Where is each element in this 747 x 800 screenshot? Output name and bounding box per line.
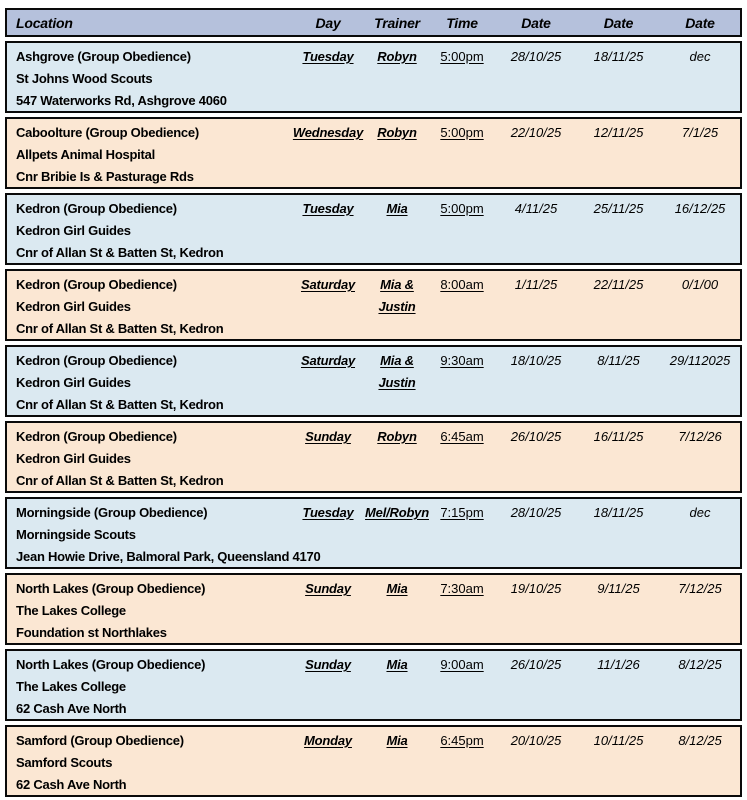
- header-day: Day: [315, 14, 341, 31]
- trainer-value: Mel/Robyn: [365, 505, 429, 520]
- location-venue: Samford Scouts: [16, 755, 113, 770]
- day-value: Saturday: [300, 277, 356, 292]
- time-cell: [429, 727, 495, 752]
- date-cell-1: 22/10/25: [510, 125, 562, 140]
- header-date-2: Date: [603, 14, 634, 31]
- time-value: 5:00pm: [440, 125, 484, 140]
- time-value: 9:30am: [440, 353, 484, 368]
- trainer-cell: [365, 119, 429, 144]
- time-cell: [429, 271, 495, 296]
- date-cell-2: 9/11/25: [597, 581, 640, 596]
- trainer-value: Mia: [386, 581, 408, 596]
- time-cell: [429, 575, 495, 600]
- time-value: 9:00am: [440, 657, 484, 672]
- time-cell: [429, 43, 495, 68]
- date-cell-1: 18/10/25: [510, 353, 562, 368]
- date-cell-3: 7/1/25: [681, 125, 719, 140]
- date-cell-3: dec: [689, 505, 711, 520]
- schedule-row: [5, 573, 742, 645]
- date-cell-2: 18/11/25: [593, 49, 644, 64]
- location-address: Jean Howie Drive, Balmoral Park, Queensland 4170: [16, 549, 321, 564]
- location-address: 62 Cash Ave North: [16, 777, 127, 792]
- location-venue: Kedron Girl Guides: [16, 451, 131, 466]
- trainer-value: Mia: [386, 733, 408, 748]
- location-title: North Lakes (Group Obedience): [16, 581, 206, 596]
- date-cell-1: 19/10/25: [510, 581, 562, 596]
- date-cell-2: 12/11/25: [593, 125, 644, 140]
- day-cell: [291, 195, 365, 220]
- date-cell-1: 1/11/25: [514, 277, 558, 292]
- location-address: Cnr of Allan St & Batten St, Kedron: [16, 397, 224, 412]
- location-cell: [7, 43, 291, 112]
- location-address: Cnr Bribie Is & Pasturage Rds: [16, 169, 194, 184]
- location-title: Kedron (Group Obedience): [16, 429, 177, 444]
- time-value: 6:45pm: [440, 733, 484, 748]
- schedule-row: [5, 421, 742, 493]
- location-cell: [7, 271, 291, 340]
- day-cell: [291, 651, 365, 676]
- date-cell-2: 18/11/25: [593, 505, 644, 520]
- time-value: 7:15pm: [440, 505, 484, 520]
- date-cell-3: 8/12/25: [678, 733, 722, 748]
- schedule-row: [5, 117, 742, 189]
- location-address: 62 Cash Ave North: [16, 701, 127, 716]
- day-value: Monday: [304, 733, 352, 748]
- time-cell: [429, 195, 495, 220]
- date-cell-3: 8/12/25: [678, 657, 722, 672]
- trainer-value: Mia & Justin: [378, 277, 416, 314]
- schedule-row: [5, 193, 742, 265]
- location-address: Foundation st Northlakes: [16, 625, 167, 640]
- location-title: Kedron (Group Obedience): [16, 201, 177, 216]
- trainer-value: Robyn: [377, 49, 417, 64]
- day-value: Saturday: [300, 353, 356, 368]
- trainer-cell: [365, 727, 429, 752]
- location-title: Kedron (Group Obedience): [16, 277, 177, 292]
- day-value: Sunday: [305, 581, 351, 596]
- location-venue: Allpets Animal Hospital: [16, 147, 155, 162]
- trainer-cell: [365, 499, 429, 524]
- trainer-cell: [365, 575, 429, 600]
- trainer-value: Mia: [386, 657, 408, 672]
- location-venue: Morningside Scouts: [16, 527, 136, 542]
- schedule-row: [5, 41, 742, 113]
- time-value: 5:00pm: [440, 201, 484, 216]
- location-venue: Kedron Girl Guides: [16, 375, 131, 390]
- trainer-cell: [365, 651, 429, 676]
- date-cell-1: 4/11/25: [514, 201, 558, 216]
- schedule-row: [5, 345, 742, 417]
- time-value: 5:00pm: [440, 49, 484, 64]
- day-cell: [291, 119, 365, 144]
- header-location: Location: [16, 14, 73, 31]
- date-cell-2: 16/11/25: [593, 429, 644, 444]
- location-cell: [7, 423, 291, 492]
- date-cell-2: 22/11/25: [593, 277, 644, 292]
- trainer-cell: [365, 195, 429, 220]
- trainer-cell: [365, 347, 429, 394]
- date-cell-2: 8/11/25: [597, 353, 640, 368]
- location-address: Cnr of Allan St & Batten St, Kedron: [16, 245, 224, 260]
- location-cell: [7, 727, 291, 796]
- trainer-cell: [365, 43, 429, 68]
- trainer-value: Robyn: [377, 429, 417, 444]
- header-date-3: Date: [685, 14, 715, 31]
- location-cell: [7, 499, 321, 568]
- date-cell-3: 0/1/00: [681, 277, 719, 292]
- schedule-row: [5, 269, 742, 341]
- location-cell: [7, 347, 291, 416]
- day-cell: [291, 271, 365, 296]
- day-cell: [291, 423, 365, 448]
- location-venue: The Lakes College: [16, 603, 126, 618]
- time-value: 7:30am: [440, 581, 484, 596]
- location-address: 547 Waterworks Rd, Ashgrove 4060: [16, 93, 227, 108]
- location-cell: [7, 651, 291, 720]
- time-cell: [429, 119, 495, 144]
- trainer-value: Mia: [386, 201, 408, 216]
- date-cell-3: 7/12/26: [678, 429, 722, 444]
- location-address: Cnr of Allan St & Batten St, Kedron: [16, 321, 224, 336]
- day-cell: [291, 499, 365, 524]
- schedule-row: [5, 497, 742, 569]
- schedule-row: [5, 649, 742, 721]
- time-value: 8:00am: [440, 277, 484, 292]
- date-cell-1: 28/10/25: [510, 505, 562, 520]
- location-address: Cnr of Allan St & Batten St, Kedron: [16, 473, 224, 488]
- trainer-value: Robyn: [377, 125, 417, 140]
- location-title: Morningside (Group Obedience): [16, 505, 208, 520]
- schedule-row: [5, 725, 742, 797]
- location-title: Samford (Group Obedience): [16, 733, 184, 748]
- time-cell: [429, 423, 495, 448]
- location-venue: St Johns Wood Scouts: [16, 71, 153, 86]
- date-cell-3: 29/112025: [669, 353, 731, 368]
- location-cell: [7, 119, 291, 188]
- time-cell: [429, 499, 495, 524]
- date-cell-2: 11/1/26: [597, 657, 640, 672]
- day-cell: [291, 575, 365, 600]
- header-trainer: Trainer: [374, 14, 420, 31]
- date-cell-3: dec: [689, 49, 711, 64]
- day-cell: [291, 43, 365, 68]
- location-venue: Kedron Girl Guides: [16, 299, 131, 314]
- day-value: Sunday: [305, 657, 351, 672]
- location-title: North Lakes (Group Obedience): [16, 657, 206, 672]
- date-cell-1: 26/10/25: [510, 657, 562, 672]
- date-cell-1: 26/10/25: [510, 429, 562, 444]
- trainer-cell: [365, 423, 429, 448]
- day-cell: [291, 347, 365, 372]
- day-cell: [291, 727, 365, 752]
- date-cell-2: 25/11/25: [593, 201, 644, 216]
- trainer-value: Mia & Justin: [378, 353, 416, 390]
- location-title: Kedron (Group Obedience): [16, 353, 177, 368]
- location-cell: [7, 575, 291, 644]
- day-value: Tuesday: [302, 49, 354, 64]
- schedule-rows: [5, 41, 742, 797]
- location-venue: Kedron Girl Guides: [16, 223, 131, 238]
- location-title: Ashgrove (Group Obedience): [16, 49, 191, 64]
- day-value: Tuesday: [302, 201, 354, 216]
- time-cell: [429, 651, 495, 676]
- header-date-1: Date: [521, 14, 551, 31]
- location-cell: [7, 195, 291, 264]
- day-value: Tuesday: [302, 505, 354, 520]
- date-cell-3: 7/12/25: [678, 581, 722, 596]
- time-value: 6:45am: [440, 429, 484, 444]
- date-cell-2: 10/11/25: [593, 733, 644, 748]
- location-title: Caboolture (Group Obedience): [16, 125, 199, 140]
- header-time: Time: [446, 14, 478, 31]
- day-value: Wednesday: [292, 125, 364, 140]
- date-cell-1: 20/10/25: [510, 733, 562, 748]
- day-value: Sunday: [305, 429, 351, 444]
- date-cell-1: 28/10/25: [510, 49, 562, 64]
- trainer-cell: [365, 271, 429, 318]
- location-venue: The Lakes College: [16, 679, 126, 694]
- table-header-row: [5, 8, 742, 37]
- date-cell-3: 16/12/25: [674, 201, 726, 216]
- time-cell: [429, 347, 495, 372]
